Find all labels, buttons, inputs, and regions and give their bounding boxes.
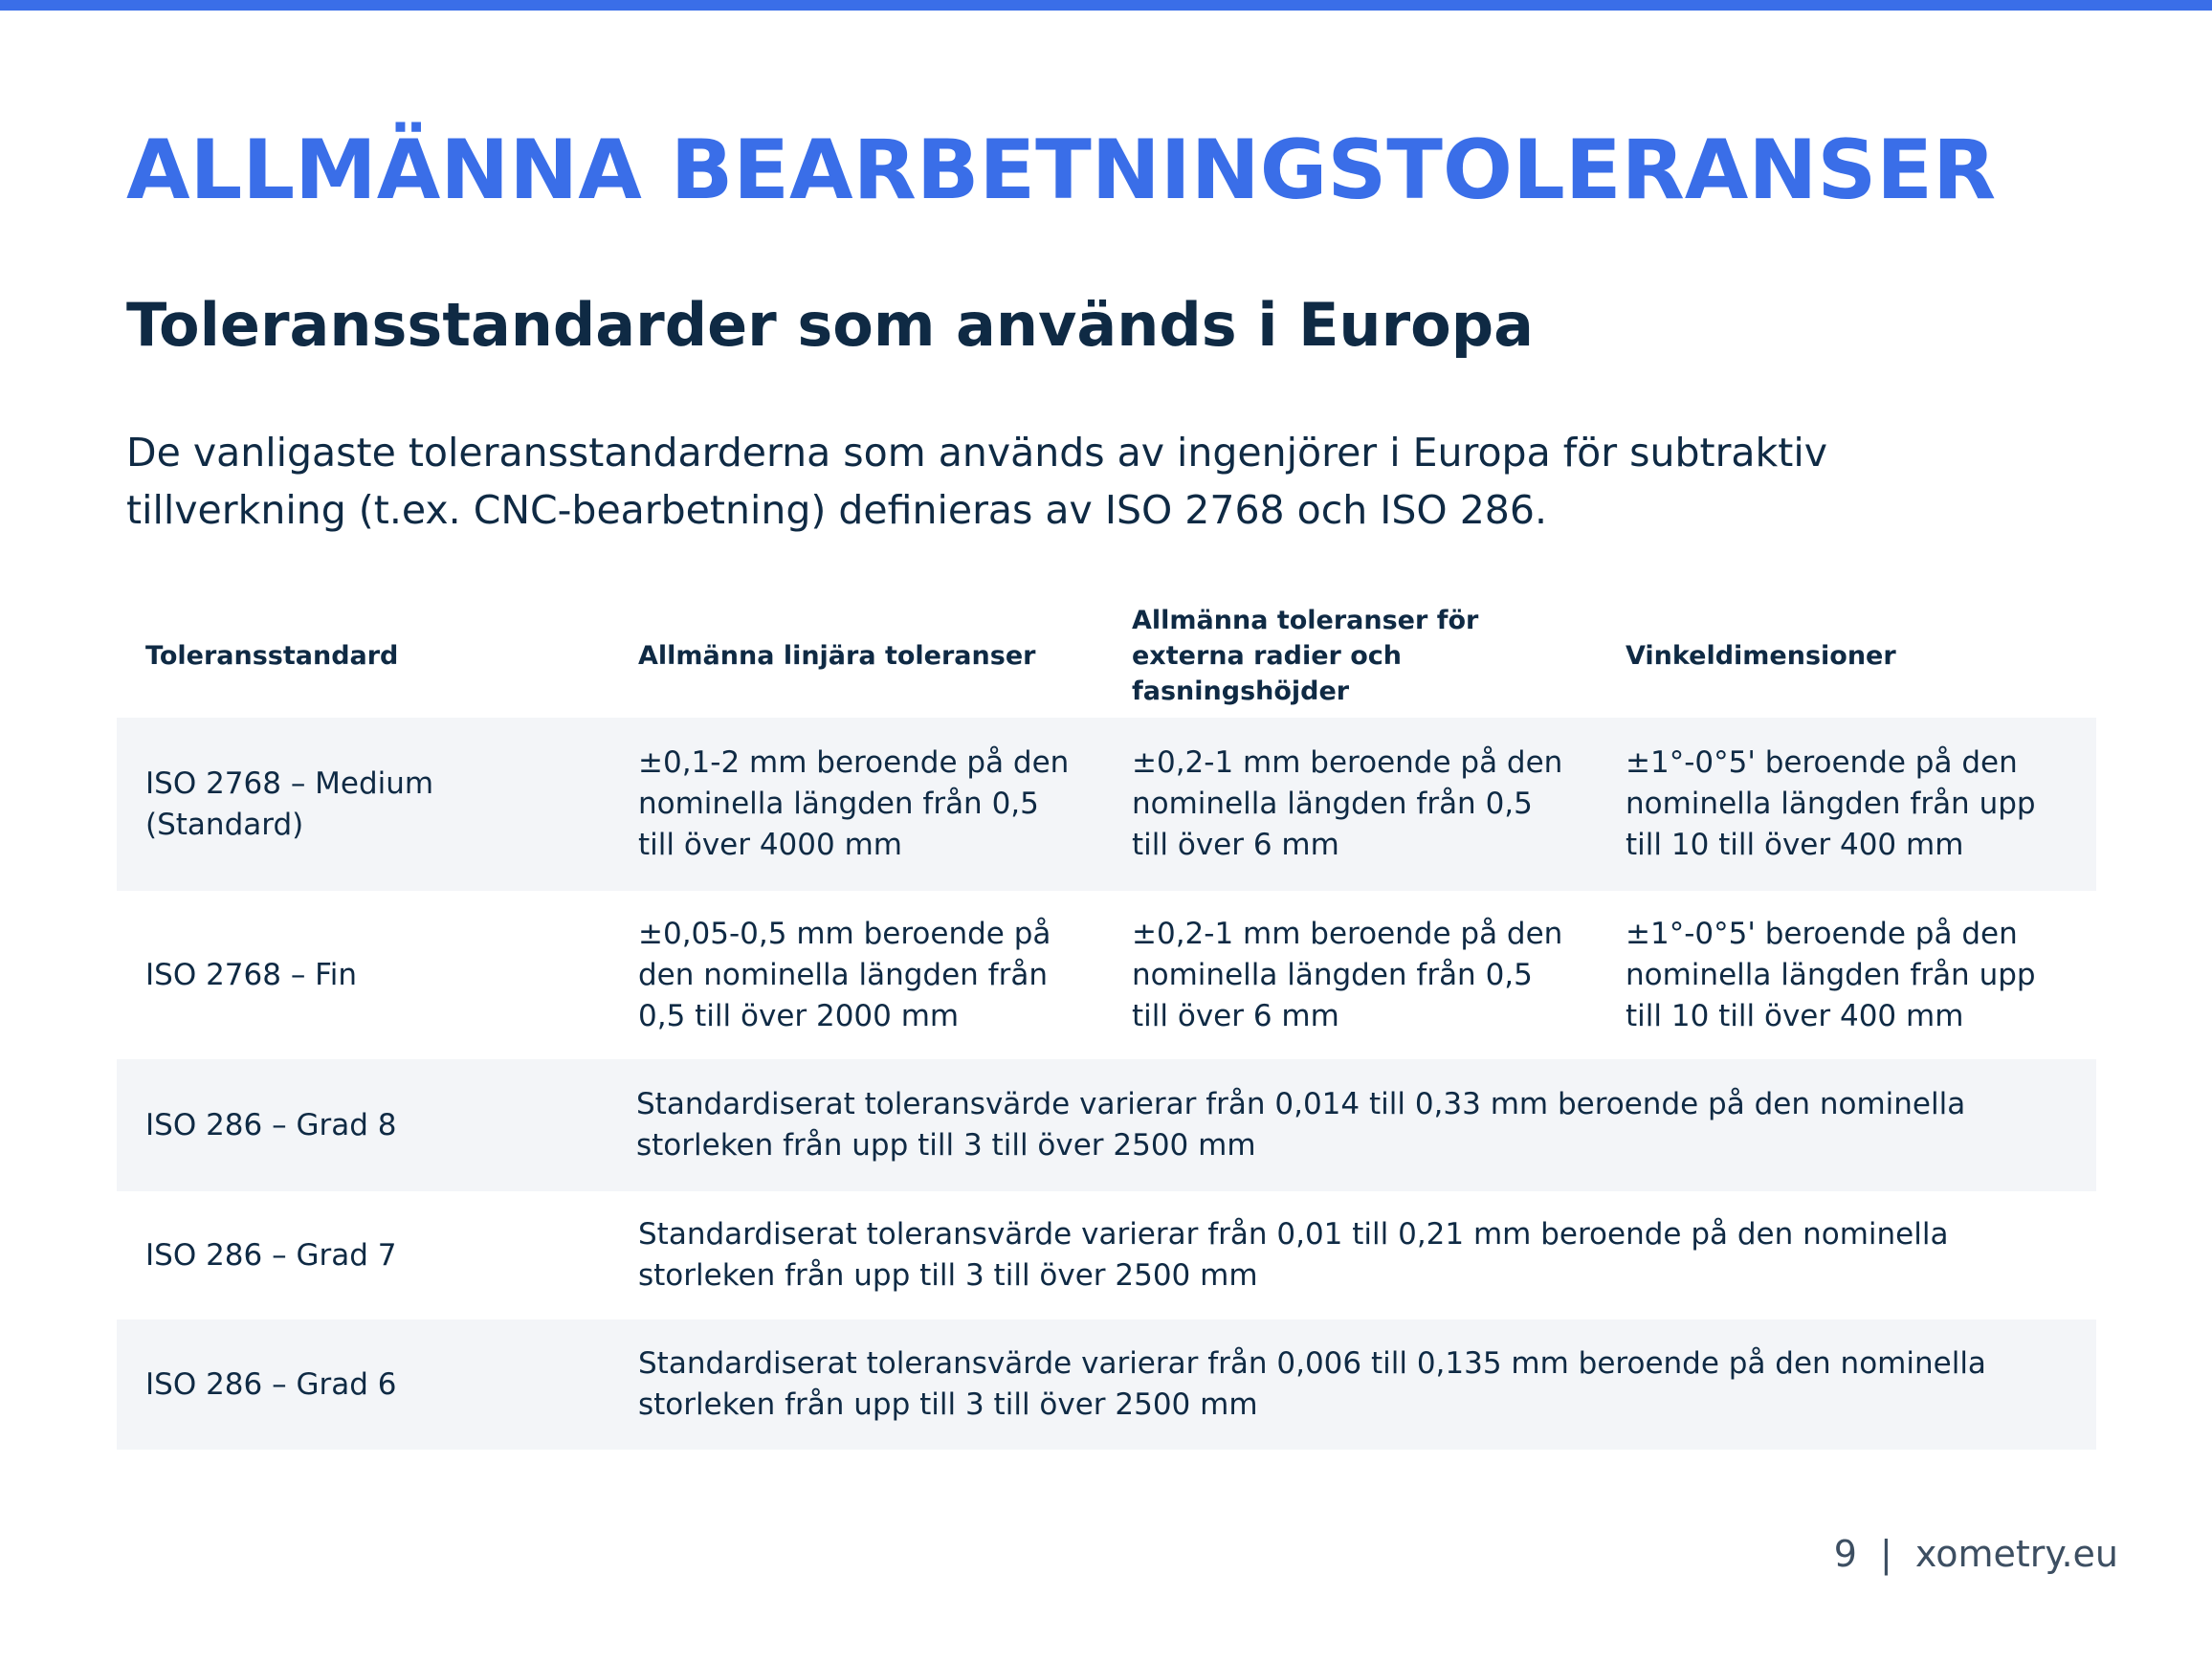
header-angular: Vinkeldimensioner <box>1626 640 1896 671</box>
cell-standard: ISO 286 – Grad 7 <box>145 1237 397 1273</box>
table-row <box>117 1319 2096 1450</box>
section-subtitle: Toleransstandarder som används i Europa <box>126 290 1534 360</box>
header-standard: Toleransstandard <box>145 640 399 671</box>
footer-separator: | <box>1879 1533 1892 1575</box>
table-row <box>117 891 2096 1059</box>
cell-angular: ±1°-0°5' beroende på den nominella längden från upp till 10 till över 400 mm <box>1597 718 2096 891</box>
page-title: ALLMÄNNA BEARBETNINGSTOLERANSER <box>126 122 1997 218</box>
cell-angular: ±1°-0°5' beroende på den nominella längden från upp till 10 till över 400 mm <box>1626 916 2036 1033</box>
page-footer <box>1834 1525 2118 1583</box>
cell-radii: ±0,2-1 mm beroende på den nominella längden från 0,5 till över 6 mm <box>1103 718 1597 891</box>
cell-linear: ±0,05-0,5 mm beroende på den nominella längden från 0,5 till över 2000 mm <box>638 916 1051 1033</box>
header-linear: Allmänna linjära toleranser <box>638 640 1036 671</box>
table-header-row <box>117 593 2096 718</box>
page-number: 9 <box>1833 1533 1857 1575</box>
table-row <box>117 718 2096 891</box>
tolerance-table <box>117 593 2096 1450</box>
cell-radii: ±0,2-1 mm beroende på den nominella längden från 0,5 till över 6 mm <box>1132 916 1563 1033</box>
cell-standard: ISO 2768 – Fin <box>145 957 358 992</box>
footer-site-link[interactable]: xometry.eu <box>1914 1533 2118 1575</box>
header-radii: Allmänna toleranser för externa radier och fasningshöjder <box>1132 605 1479 706</box>
intro-paragraph: De vanligaste toleransstandarderna som används av ingenjörer i Europa för subtraktiv tillverkning (t.ex. CNC-bearbetning) definieras av ISO 2768 och ISO 286. <box>126 430 1828 533</box>
top-accent-bar <box>0 0 2212 11</box>
cell-standard: ISO 286 – Grad 8 <box>117 1059 609 1191</box>
table-row <box>117 1059 2096 1191</box>
cell-standard: ISO 2768 – Medium (Standard) <box>117 718 609 891</box>
table-row <box>117 1191 2096 1319</box>
cell-standard: ISO 286 – Grad 6 <box>117 1319 609 1450</box>
cell-span-description: Standardiserat toleransvärde varierar från 0,01 till 0,21 mm beroende på den nominella storleken från upp till 3 till över 2500 mm <box>638 1217 1949 1293</box>
cell-linear: ±0,1-2 mm beroende på den nominella längden från 0,5 till över 4000 mm <box>609 718 1103 891</box>
cell-span-description: Standardiserat toleransvärde varierar från 0,006 till 0,135 mm beroende på den nominella storleken från upp till 3 till över 2500 mm <box>609 1319 2096 1450</box>
cell-span-description: Standardiserat toleransvärde varierar från 0,014 till 0,33 mm beroende på den nominella storleken från upp till 3 till över 2500 mm <box>609 1059 2096 1191</box>
